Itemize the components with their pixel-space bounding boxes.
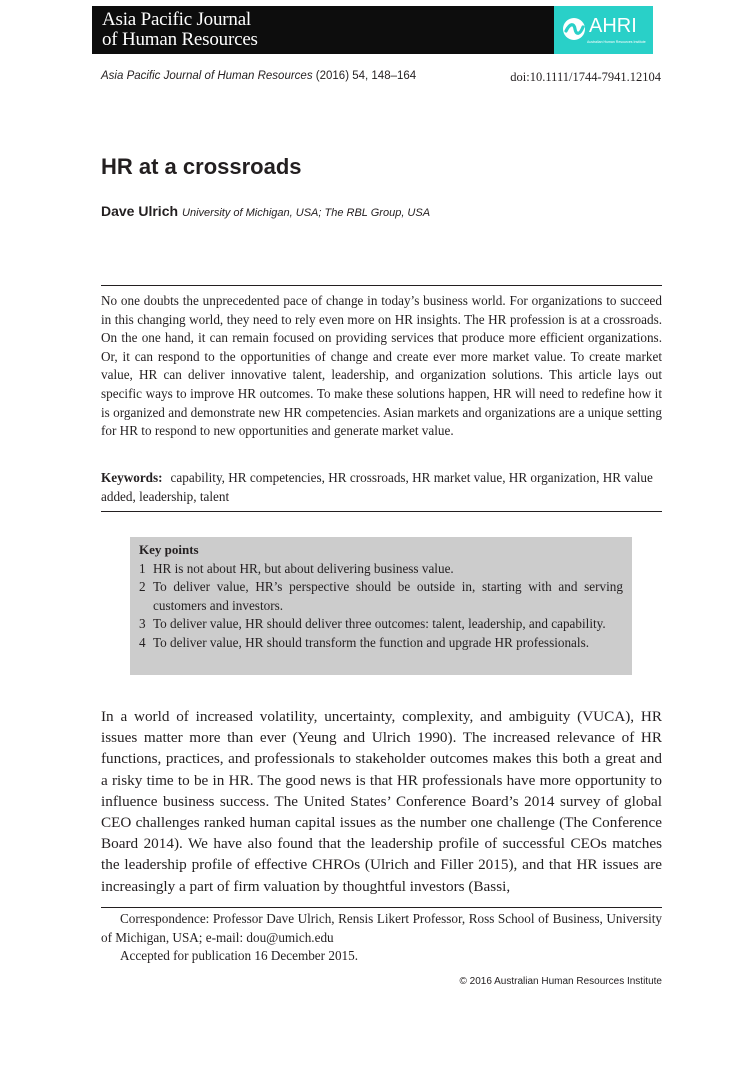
accepted-note: Accepted for publication 16 December 2015.	[120, 948, 359, 964]
abstract-text: No one doubts the unprecedented pace of change in today’s business world. For organizations to succeed in this changing world, they need to rely even more on HR insights. The HR profession is at a crossroads. On the one hand, it can remain focused on providing services that produce more efficient organizations. Or, it can respond to the opportunities of change and create ever more market value. To create market value, HR can deliver innovative talent, leadership, and organization solutions. This article lays out specific ways to improve HR outcomes. To make these solutions happen, HR will need to redefine how it is organized and demonstrate new HR competencies. Asian markets and organizations are a unique setting for HR to respond to new opportunities and generate market value.	[101, 293, 662, 439]
keywords-label: Keywords:	[101, 470, 163, 485]
author-name: Dave Ulrich	[101, 203, 179, 219]
doi[interactable]: doi:10.1111/1744-7941.12104	[510, 70, 661, 84]
key-points-box	[130, 537, 632, 675]
key-point	[139, 634, 623, 653]
ahri-logo-text: AHRI	[589, 15, 637, 37]
keywords	[101, 469, 662, 506]
body-paragraph: In a world of increased volatility, uncertainty, complexity, and ambiguity (VUCA), HR issues matter more than ever (Yeung and Ulrich 1990). The increased relevance of HR functions, practices, and professionals to stakeholder outcomes makes this both a great and a risky time to be in HR. The good news is that HR professionals have more opportunity to influence business success. The United States’ Conference Board’s 2014 survey of global CEO challenges ranked human capital issues as the number one challenge (The Conference Board 2014). We have also found that the leadership profile of successful CEOs matches the leadership profile of effective CHROs (Ulrich and Filler 2015), and that HR issues are increasingly a part of firm valuation by thoughtful investors (Bassi,	[101, 708, 662, 895]
key-point-number: 2	[139, 579, 146, 595]
abstract-top-rule	[101, 285, 662, 286]
key-points-list	[139, 560, 623, 653]
key-point-text: To deliver value, HR should transform the function and upgrade HR professionals.	[153, 634, 589, 650]
byline	[101, 203, 430, 221]
footnote	[101, 910, 662, 966]
copyright: © 2016 Australian Human Resources Institute	[459, 976, 662, 987]
key-point-number: 4	[139, 634, 146, 650]
key-point-number: 1	[139, 560, 146, 576]
citation-line	[101, 70, 416, 82]
ahri-logo-icon	[562, 17, 586, 41]
journal-name-line1: Asia Pacific Journal	[102, 9, 252, 30]
author-affiliation: University of Michigan, USA; The RBL Group, USA	[182, 207, 431, 219]
article-title: HR at a crossroads	[101, 154, 302, 179]
key-point	[139, 615, 623, 634]
correspondence-note: Correspondence: Professor Dave Ulrich, Rensis Likert Professor, Ross School of Business, University of Michigan, USA; e-mail: dou@umich.edu	[101, 911, 662, 945]
key-points-heading: Key points	[139, 542, 199, 557]
journal-name-line2: of Human Resources	[102, 29, 258, 50]
keywords-list: capability, HR competencies, HR crossroads, HR market value, HR organization, HR value added, leadership, talent	[101, 470, 653, 504]
key-point-text: To deliver value, HR should deliver three outcomes: talent, leadership, and capability.	[153, 616, 606, 632]
key-point-number: 3	[139, 616, 146, 632]
ahri-logo-subtext: Australian Human Resources Institute	[587, 40, 646, 44]
citation-details: (2016) 54, 148–164	[315, 70, 417, 82]
key-point-text: HR is not about HR, but about delivering business value.	[153, 560, 454, 576]
key-point	[139, 578, 623, 615]
footnote-rule	[101, 907, 662, 908]
journal-name	[102, 10, 258, 50]
key-point	[139, 560, 623, 579]
key-point-text: To deliver value, HR’s perspective should be outside in, starting with and serving customers and investors.	[153, 579, 623, 613]
ahri-logo	[554, 6, 653, 54]
abstract-bottom-rule	[101, 511, 662, 512]
citation-journal: Asia Pacific Journal of Human Resources	[101, 70, 313, 82]
journal-banner	[92, 6, 653, 54]
